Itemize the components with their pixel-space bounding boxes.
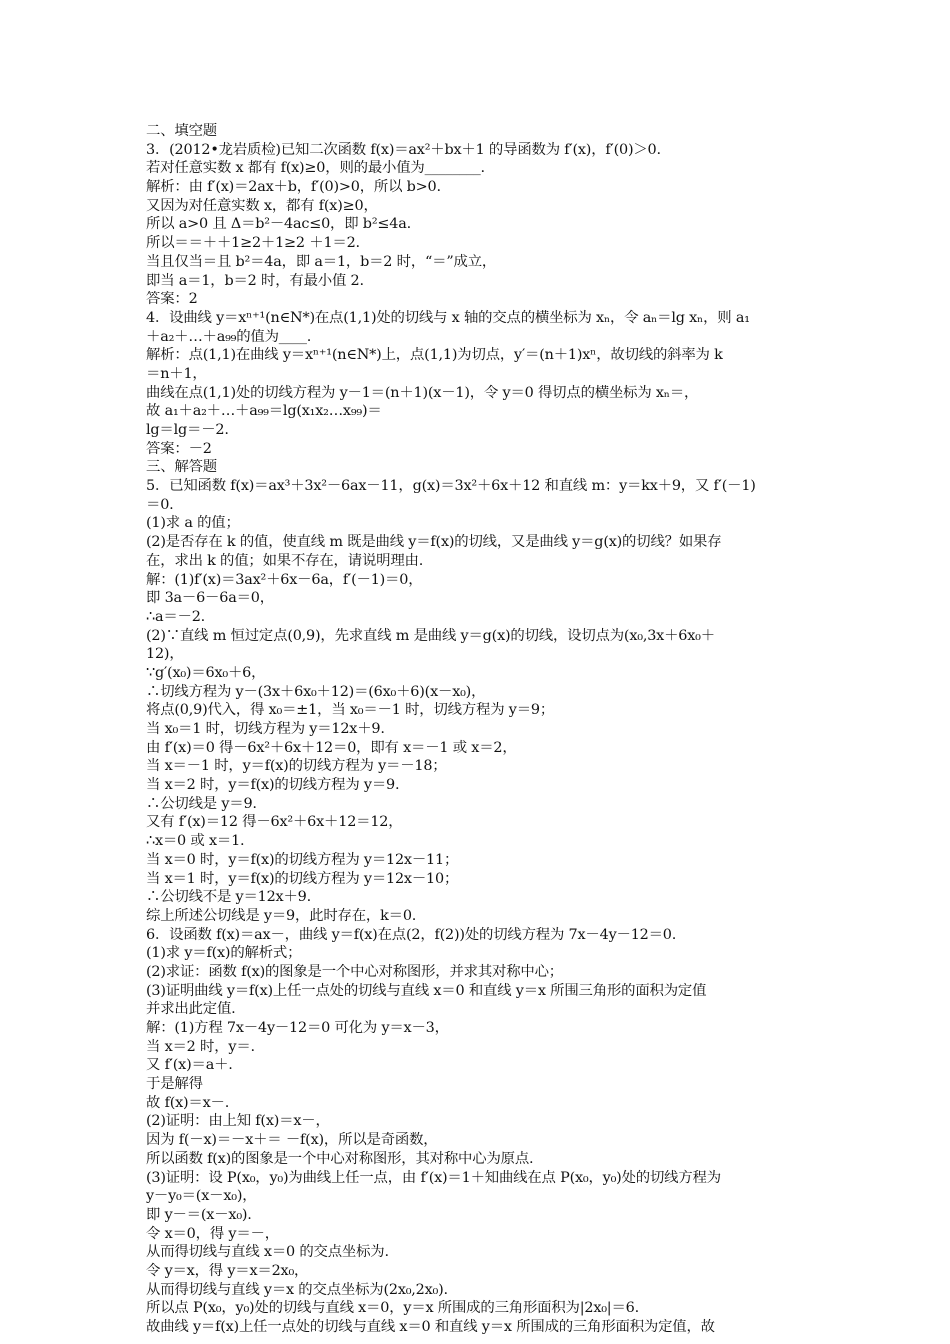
text-line: 并求出此定值. bbox=[146, 1001, 236, 1018]
document-body bbox=[146, 122, 816, 1337]
text-line: (2)证明：由上知 f(x)＝x－， bbox=[146, 1113, 330, 1130]
text-line: 二、填空题 bbox=[146, 123, 217, 139]
text-line: ∴公切线是 y＝9. bbox=[146, 795, 257, 812]
text-line: 故曲线 y＝f(x)上任一点处的切线与直线 x＝0 和直线 y＝x 所围成的三角形面积为定值，故 bbox=[146, 1319, 715, 1335]
text-line: 从而得切线与直线 x＝0 的交点坐标为. bbox=[146, 1244, 389, 1261]
text-line: 令 y＝x，得 y＝x＝2x₀， bbox=[146, 1262, 309, 1279]
text-line: ＝n＋1， bbox=[146, 365, 207, 382]
text-line: 4．设曲线 y＝xⁿ⁺¹(n∈N*)在点(1,1)处的切线与 x 轴的交点的横坐标为 xₙ，令 aₙ＝lg xₙ，则 a₁ bbox=[146, 309, 750, 326]
text-line: 解：(1)f′(x)＝3ax²＋6x－6a，f′(－1)＝0， bbox=[146, 571, 423, 588]
text-line: 解析：由 f′(x)＝2ax＋b，f′(0)>0，所以 b>0. bbox=[146, 179, 441, 196]
text-line: 从而得切线与直线 y＝x 的交点坐标为(2x₀,2x₀). bbox=[146, 1281, 448, 1298]
text-line: (3)证明曲线 y＝f(x)上任一点处的切线与直线 x＝0 和直线 y＝x 所围三角形的面积为定值 bbox=[146, 982, 707, 999]
text-line: ＝0. bbox=[146, 496, 174, 513]
text-line: 当 x＝2 时，y＝. bbox=[146, 1038, 255, 1055]
text-line: (1)求 a 的值； bbox=[146, 515, 240, 532]
text-line: y－y₀＝(x－x₀)， bbox=[146, 1188, 257, 1205]
text-line: 当 x＝2 时，y＝f(x)的切线方程为 y＝9. bbox=[146, 777, 400, 794]
text-line: 当且仅当＝且 b²＝4a，即 a＝1，b＝2 时，“＝”成立， bbox=[146, 253, 497, 270]
text-line: 即 y－＝(x－x₀). bbox=[146, 1206, 252, 1223]
text-line: (3)证明：设 P(x₀，y₀)为曲线上任一点，由 f′(x)＝1＋知曲线在点 P(x₀，y₀)处的切线方程为 bbox=[146, 1169, 721, 1186]
text-line: 5．已知函数 f(x)＝ax³＋3x²－6ax－11，g(x)＝3x²＋6x＋12 和直线 m：y＝kx＋9，又 f′(－1) bbox=[146, 478, 756, 495]
text-line: 故 f(x)＝x－. bbox=[146, 1094, 230, 1111]
text-line: 又有 f′(x)＝12 得－6x²＋6x＋12＝12， bbox=[146, 814, 403, 831]
text-line: 答案：2 bbox=[146, 291, 198, 308]
text-line: ＋a₂＋…＋a₉₉的值为____. bbox=[146, 328, 312, 345]
text-line: 曲线在点(1,1)处的切线方程为 y－1＝(n＋1)(x－1)，令 y＝0 得切点的横坐标为 xₙ＝， bbox=[146, 384, 699, 401]
text-line: 解析：点(1,1)在曲线 y＝xⁿ⁺¹(n∈N*)上，点(1,1)为切点，y′＝(n＋1)xⁿ，故切线的斜率为 k bbox=[146, 347, 723, 364]
text-line: lg＝lg＝－2. bbox=[146, 422, 229, 438]
text-line: 故 a₁＋a₂＋…＋a₉₉＝lg(x₁x₂…x₉₉)＝ bbox=[146, 403, 382, 420]
text-line: (2)是否存在 k 的值，使直线 m 既是曲线 y＝f(x)的切线，又是曲线 y＝g(x)的切线？如果存 bbox=[146, 534, 722, 551]
text-line: 12)， bbox=[146, 646, 184, 663]
text-line: 所以函数 f(x)的图象是一个中心对称图形，其对称中心为原点. bbox=[146, 1150, 534, 1167]
text-line: 因为 f(－x)＝－x＋＝ －f(x)，所以是奇函数， bbox=[146, 1132, 438, 1149]
text-line: 由 f′(x)＝0 得－6x²＋6x＋12＝0，即有 x＝－1 或 x＝2， bbox=[146, 739, 517, 756]
text-line: 答案：－2 bbox=[146, 440, 212, 457]
text-line: 所以 a>0 且 Δ＝b²－4ac≤0，即 b²≤4a. bbox=[146, 216, 411, 233]
text-line: ∴a＝－2. bbox=[146, 608, 206, 625]
text-line: 当 x＝0 时，y＝f(x)的切线方程为 y＝12x－11； bbox=[146, 851, 459, 868]
text-line: ∴切线方程为 y－(3x＋6x₀＋12)＝(6x₀＋6)(x－x₀)， bbox=[146, 683, 486, 700]
text-line: 3．(2012•龙岩质检)已知二次函数 f(x)＝ax²＋bx＋1 的导函数为 f′(x)，f′(0)＞0. bbox=[146, 141, 661, 158]
text-line: 又 f′(x)＝a＋. bbox=[146, 1057, 233, 1074]
text-line: 所以＝＝＋＋1≥2＋1≥2 ＋1＝2. bbox=[146, 235, 360, 252]
text-line: ∴公切线不是 y＝12x＋9. bbox=[146, 889, 311, 906]
text-line: ∴x＝0 或 x＝1. bbox=[146, 833, 245, 850]
text-line: 当 x₀＝1 时，切线方程为 y＝12x＋9. bbox=[146, 721, 385, 737]
text-line: ∵g′(x₀)＝6x₀＋6， bbox=[146, 664, 266, 681]
text-line: 6．设函数 f(x)＝ax－，曲线 y＝f(x)在点(2，f(2))处的切线方程为 7x－4y－12＝0. bbox=[146, 926, 677, 943]
text-line: (2)∵直线 m 恒过定点(0,9)，先求直线 m 是曲线 y＝g(x)的切线，设切点为(x₀,3x＋6x₀＋ bbox=[146, 627, 715, 644]
text-line: 当 x＝1 时，y＝f(x)的切线方程为 y＝12x－10； bbox=[146, 870, 459, 887]
text-line: 综上所述公切线是 y＝9，此时存在，k＝0. bbox=[146, 907, 417, 924]
text-line: 当 x＝－1 时，y＝f(x)的切线方程为 y＝－18； bbox=[146, 758, 447, 775]
text-line: 若对任意实数 x 都有 f(x)≥0，则的最小值为________. bbox=[146, 160, 485, 177]
text-line: 解：(1)方程 7x－4y－12＝0 可化为 y＝x－3， bbox=[146, 1020, 449, 1036]
text-line: (2)求证：函数 f(x)的图象是一个中心对称图形，并求其对称中心； bbox=[146, 963, 563, 980]
text-line: 将点(0,9)代入，得 x₀＝±1，当 x₀＝－1 时，切线方程为 y＝9； bbox=[146, 702, 555, 719]
text-line: 即当 a＝1，b＝2 时，有最小值 2. bbox=[146, 272, 364, 289]
text-line: 在，求出 k 的值；如果不存在，请说明理由. bbox=[146, 552, 424, 569]
text-line: 三、解答题 bbox=[146, 459, 217, 476]
text-line: (1)求 y＝f(x)的解析式； bbox=[146, 945, 302, 962]
text-line: 所以点 P(x₀，y₀)处的切线与直线 x＝0，y＝x 所围成的三角形面积为|2x₀|＝6. bbox=[146, 1300, 639, 1317]
text-line: 又因为对任意实数 x，都有 f(x)≥0， bbox=[146, 197, 378, 214]
text-line: 令 x＝0，得 y＝－， bbox=[146, 1225, 279, 1242]
text-line: 即 3a－6－6a＝0， bbox=[146, 590, 274, 607]
text-line: 于是解得 bbox=[146, 1076, 203, 1093]
